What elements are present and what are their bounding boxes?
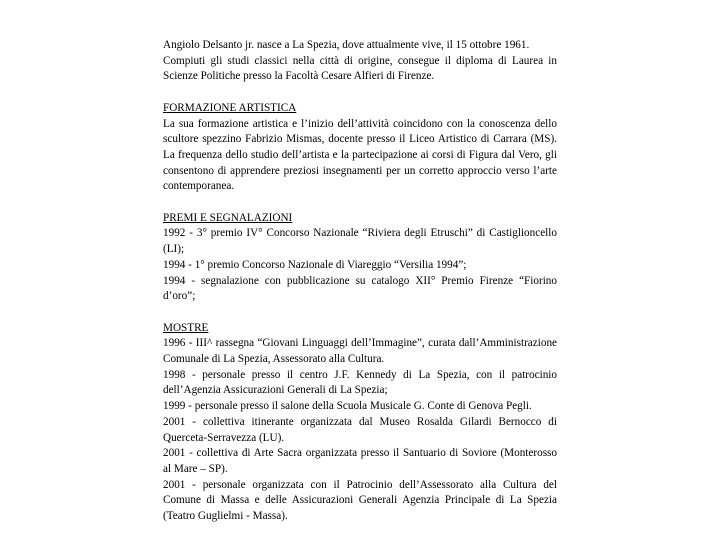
mostre-heading: MOSTRE [163,321,209,334]
premi-item: 1994 - 1° premio Concorso Nazionale di Viareggio “Versilia 1994”; [163,258,467,271]
mostre-item: 2001 - collettiva di Arte Sacra organizzata presso il Santuario di Soviore (Monterosso al Mare – SP). [163,447,557,475]
formazione-text: La sua formazione artistica e l’inizio dell’attività coincidono con la conoscenza dello scultore spezzino Fabrizio Mismas, docente presso il Liceo Artistico di Carrara (MS). La frequenza dello studio dell’artista e la partecipazione ai corsi di Figura dal Vero, gli consentono di apprendere preziosi insegnamenti per un corretto approccio verso l’arte contemporanea. [163,117,557,193]
section-gap [163,85,557,101]
mostre-item: 1998 - personale presso il centro J.F. Kennedy di La Spezia, con il patrocinio dell’Agenzia Assicurazioni Generali di La Spezia; [163,368,557,397]
premi-item: 1992 - 3° premio IV° Concorso Nazionale “Riviera degli Etruschi” di Castiglioncello (LI); [163,227,557,256]
mostre-item: 2001 - personale organizzata con il Patrocinio dell’Assessorato alla Cultura del Comune di Massa e delle Assicurazioni Generali Agenzia Principale di La Spezia (Teatro Guglielmi - Massa). [163,478,557,523]
section-gap [163,305,557,321]
mostre-item: 2001 - collettiva itinerante organizzata dal Museo Rosalda Gilardi Bernocco di Querceta-Serravezza (LU). [163,415,557,444]
section-gap [163,195,557,211]
intro-birth: Angiolo Delsanto jr. nasce a La Spezia, dove attualmente vive, il 15 ottobre 1961. [163,39,530,51]
formazione-heading: FORMAZIONE ARTISTICA [163,101,297,114]
mostre-item: 1996 - III^ rassegna “Giovani Linguaggi dell’Immagine”, curata dall’Amministrazione Comunale di La Spezia, Assessorato alla Cultura. [163,337,557,366]
premi-heading: PREMI E SEGNALAZIONI [163,211,293,224]
premi-item: 1994 - segnalazione con pubblicazione su catalogo XII° Premio Firenze “Fiorino d’oro”; [163,274,557,303]
mostre-item: 1999 - personale presso il salone della Scuola Musicale G. Conte di Genova Pegli. [163,400,532,413]
document-page [163,38,557,525]
intro-studies: Compiuti gli studi classici nella città di origine, consegue il diploma di Laurea in Scienze Politiche presso la Facoltà Cesare Alfieri di Firenze. [163,54,557,83]
